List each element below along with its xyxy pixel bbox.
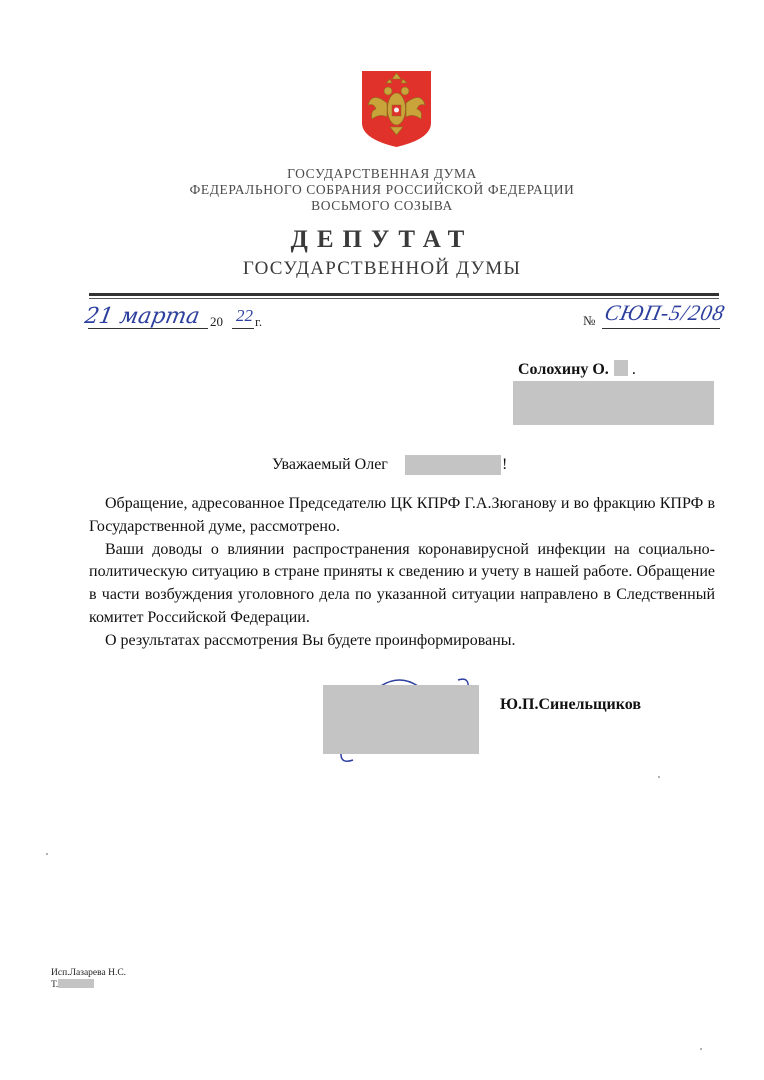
addressee-name — [518, 360, 636, 379]
scan-speck — [46, 853, 48, 855]
letterhead-subtitle: ГОСУДАРСТВЕННОЙ ДУМЫ — [242, 258, 522, 279]
addressee-dot: . — [631, 361, 636, 378]
greeting-text: Уважаемый Олег — [272, 456, 388, 473]
letterhead-line-1: ГОСУДАРСТВЕННАЯ ДУМА — [287, 166, 477, 181]
executor-phone — [51, 979, 126, 991]
header-rule-thin — [89, 298, 719, 299]
phone-prefix: Т. — [51, 980, 59, 990]
scan-speck — [658, 776, 660, 778]
letterhead-line-3: ВОСЬМОГО СОЗЫВА — [311, 198, 453, 213]
russian-coat-of-arms-icon — [360, 69, 433, 149]
executor-name: Исп.Лазарева Н.С. — [51, 968, 127, 978]
header-rule-thick — [89, 293, 719, 296]
letterhead-title: ДЕПУТАТ — [290, 226, 474, 253]
year-suffix: г. — [255, 314, 263, 329]
redaction-block-address — [513, 381, 714, 425]
number-sign: № — [583, 313, 596, 328]
signer-name: Ю.П.Синельщиков — [500, 696, 641, 713]
redaction-block-signature — [323, 685, 479, 754]
executor-info — [51, 967, 126, 991]
number-underline — [602, 328, 720, 329]
greeting-exclamation: ! — [502, 456, 508, 473]
redaction-block-patronymic — [405, 455, 501, 475]
scan-speck — [700, 1048, 702, 1050]
body-paragraph: О результатах рассмотрения Вы будете проинформированы. — [105, 631, 516, 649]
year-handwritten: 22 — [236, 306, 253, 325]
number-handwritten: СЮП-5/208 — [602, 300, 728, 325]
letter-body — [89, 493, 715, 653]
year-underline — [232, 328, 254, 329]
body-paragraph: Обращение, адресованное Председателю ЦК КПРФ Г.А.Зюганову и во фракцию КПРФ в Государственной думе, рассмотрено. — [89, 495, 715, 535]
redaction-block-phone — [58, 979, 94, 988]
letterhead-line-2: ФЕДЕРАЛЬНОГО СОБРАНИЯ РОССИЙСКОЙ ФЕДЕРАЦИИ — [189, 182, 575, 197]
date-handwritten: 21 марта — [82, 304, 202, 329]
year-prefix: 20 — [210, 314, 223, 329]
body-paragraph: Ваши доводы о влиянии распространения коронавирусной инфекции на социально-политическую ситуацию в стране приняты к сведению и учету в нашей работе. Обращение в части возбуждения уголовного дела по указанной ситуации направлено в Следственный комитет Российской Федерации. — [89, 540, 715, 626]
redaction-block — [614, 360, 628, 376]
addressee-name-text: Солохину О. — [518, 361, 609, 378]
